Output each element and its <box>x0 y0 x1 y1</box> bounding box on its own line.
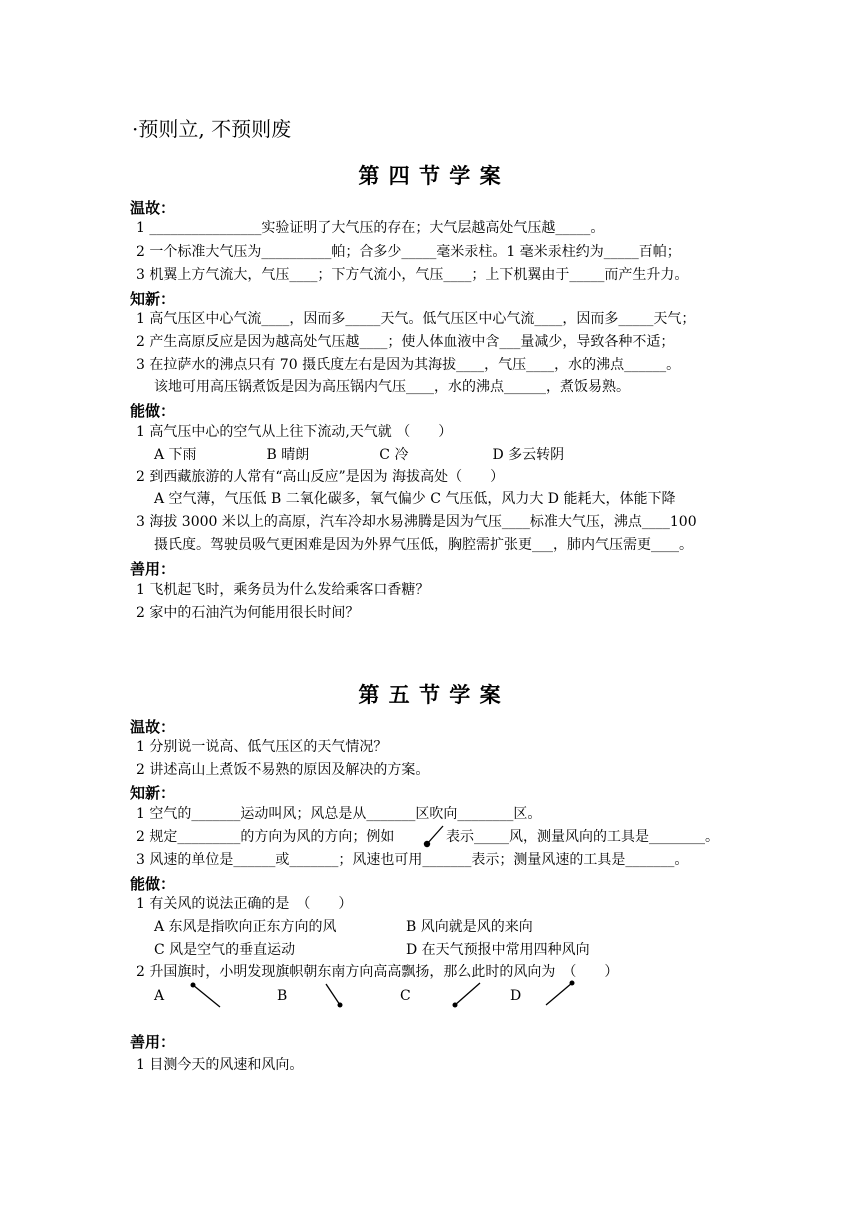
question-line: 2 到西藏旅游的人常有“高山反应”是因为 海拔高处（ ） <box>136 469 505 485</box>
wind-direction-icon <box>422 822 448 850</box>
option-line: A 东风是指吹向正东方向的风 <box>154 919 337 935</box>
question-line: 该地可用高压锅煮饭是因为高压锅内气压____，水的沸点______，煮饭易熟。 <box>154 379 630 395</box>
question-line: 1 高气压中心的空气从上往下流动,天气就 （ ） <box>136 424 453 440</box>
heading-do: 能做： <box>130 402 176 420</box>
question-line: 摄氏度。驾驶员吸气更困难是因为外界气压低，胸腔需扩张更___，肺内气压需更____。 <box>154 537 693 553</box>
option-label-d: D <box>510 988 522 1004</box>
heading-do: 能做： <box>130 875 176 893</box>
heading-new: 知新： <box>130 784 176 802</box>
question-line: 2 升国旗时，小明发现旗帜朝东南方向高高飘扬，那么此时的风向为 （ ） <box>136 964 619 980</box>
question-line: 1 空气的_______运动叫风；风总是从_______区吹向________区。 <box>136 806 542 822</box>
question-line: 2 一个标准大气压为__________帕；合多少_____毫米汞柱。1 毫米汞柱约为_____百帕； <box>136 244 681 260</box>
question-line: 2 规定_________的方向为风的方向；例如 <box>136 829 395 845</box>
option-label-c: C <box>400 988 411 1004</box>
option-line: C 风是空气的垂直运动 <box>154 942 296 958</box>
heading-new: 知新： <box>130 290 176 308</box>
question-line: 3 机翼上方气流大，气压____；下方气流小，气压____；上下机翼由于_____而产生升力。 <box>136 267 689 283</box>
question-line: 3 海拔 3000 米以上的高原，汽车冷却水易沸腾是因为气压____标准大气压，沸点____100 <box>136 514 697 530</box>
section-title: 第 四 节 学 案 <box>358 163 502 188</box>
question-line: 1 飞机起飞时，乘务员为什么发给乘客口香糖？ <box>136 582 430 598</box>
option-line: A 空气薄，气压低 B 二氧化碳多，氧气偏少 C 气压低，风力大 D 能耗大，体能下降 <box>154 491 676 507</box>
heading-review: 温故： <box>130 199 176 217</box>
question-line: 3 在拉萨水的沸点只有 70 摄氏度左右是因为其海拔____，气压____，水的沸点______。 <box>136 357 681 373</box>
section-title: 第 五 节 学 案 <box>358 682 502 707</box>
question-line: 2 家中的石油汽为何能用很长时间？ <box>136 605 360 621</box>
question-line: 1 有关风的说法正确的是 （ ） <box>136 896 353 912</box>
heading-use: 善用： <box>130 560 176 578</box>
question-line: 1 ________________实验证明了大气压的存在；大气层越高处气压越_____。 <box>136 220 605 236</box>
question-line: 2 讲述高山上煮饭不易熟的原因及解决的方案。 <box>136 762 430 778</box>
question-line: 2 产生高原反应是因为越高处气压越____；使人体血液中含___量减少，导致各种不适； <box>136 334 675 350</box>
question-line: 表示_____风，测量风向的工具是________。 <box>446 829 719 845</box>
wind-direction-icon <box>542 978 578 1010</box>
option-line: A 下雨 B 晴朗 C 冷 D 多云转阴 <box>154 447 565 463</box>
wind-direction-icon <box>188 980 224 1010</box>
question-line: 1 高气压区中心气流____，因而多_____天气。低气压区中心气流____，因而多_____天气； <box>136 311 696 327</box>
option-line: B 风向就是风的来向 <box>406 919 533 935</box>
option-label-b: B <box>277 988 288 1004</box>
heading-use: 善用： <box>130 1033 176 1051</box>
option-label-a: A <box>154 988 165 1004</box>
wind-direction-icon <box>448 978 484 1010</box>
option-line: D 在天气预报中常用四种风向 <box>406 942 590 958</box>
question-line: 1 目测今天的风速和风向。 <box>136 1057 304 1073</box>
wind-direction-icon <box>320 980 348 1010</box>
question-line: 3 风速的单位是______或_______；风速也可用_______表示；测量风速的工具是_______。 <box>136 852 689 868</box>
motto: ·预则立, 不预则废 <box>132 117 292 141</box>
question-line: 1 分别说一说高、低气压区的天气情况？ <box>136 739 388 755</box>
heading-review: 温故： <box>130 718 176 736</box>
